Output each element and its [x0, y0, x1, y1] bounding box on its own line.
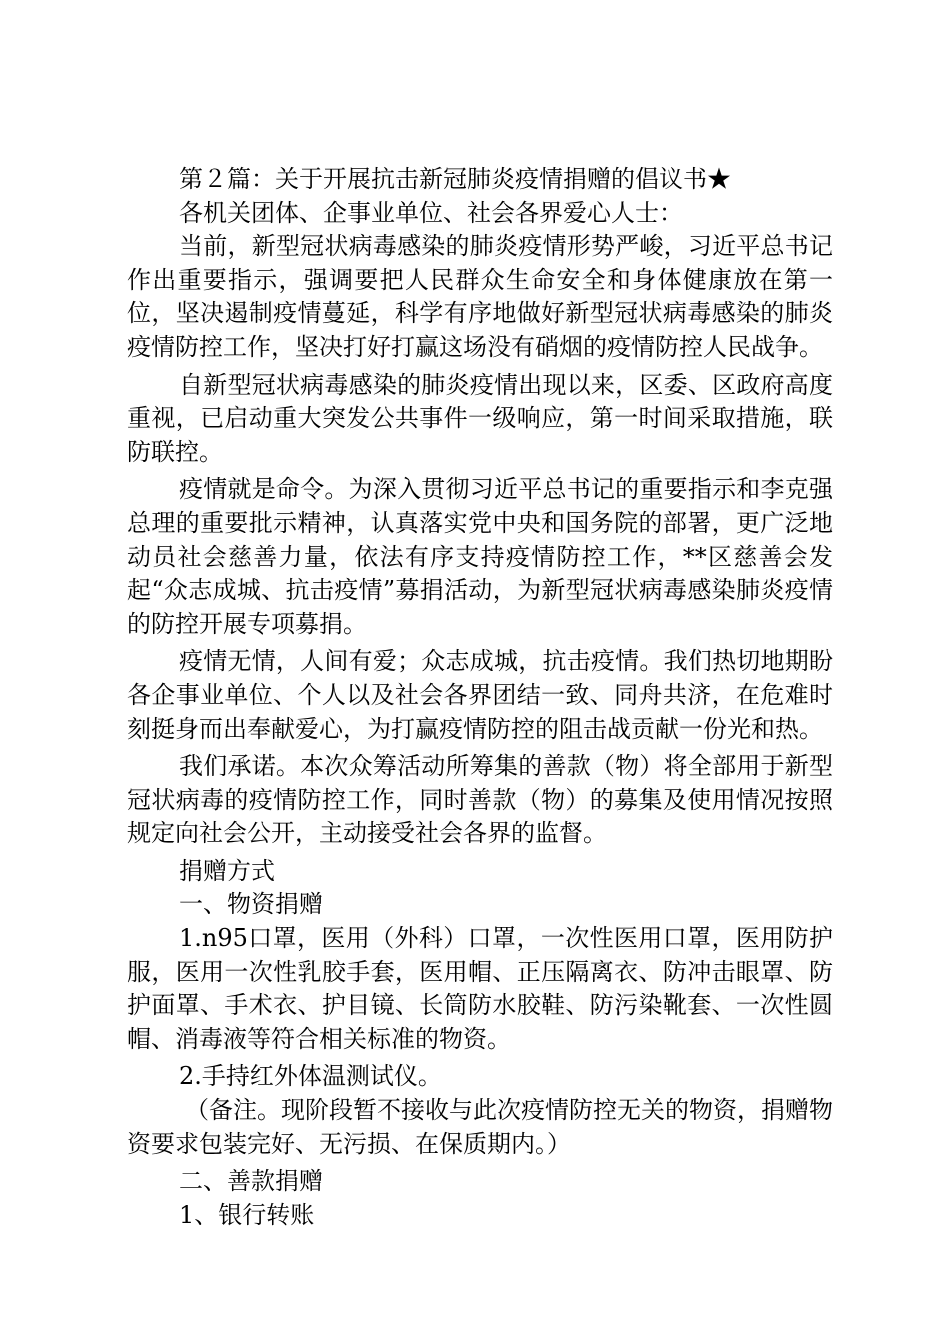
paragraph-initiative: 疫情就是命令。为深入贯彻习近平总书记的重要指示和李克强总理的重要批示精神，认真落实党中央和国务院的部署，更广泛地动员社会慈善力量，依法有序支持疫情防控工作，**区慈善会发起“众志成城、抗击疫情”募捐活动，为新型冠状病毒感染肺炎疫情的防控开展专项募捐。	[127, 475, 833, 638]
material-note: （备注。现阶段暂不接收与此次疫情防控无关的物资，捐赠物资要求包装完好、无污损、在保质期内。）	[127, 1096, 833, 1158]
material-item-1: 1.n95口罩，医用（外科）口罩，一次性医用口罩，医用防护服，医用一次性乳胶手套，医用帽、正压隔离衣、防冲击眼罩、防护面罩、手术衣、护目镜、长筒防水胶鞋、防污染靴套、一次性圆帽、消毒液等符合相关标准的物资。	[127, 924, 833, 1053]
salutation: 各机关团体、企事业单位、社会各界爱心人士：	[179, 198, 683, 227]
document-body	[127, 163, 833, 1232]
paragraph-appeal: 疫情无情，人间有爱；众志成城，抗击疫情。我们热切地期盼各企事业单位、个人以及社会各界团结一致、同舟共济，在危难时刻挺身而出奉献爱心，为打赢疫情防控的阻击战贡献一份光和热。	[127, 647, 833, 743]
paragraph-situation: 当前，新型冠状病毒感染的肺炎疫情形势严峻，习近平总书记作出重要指示，强调要把人民群众生命安全和身体健康放在第一位，坚决遏制疫情蔓延，科学有序地做好新型冠状病毒感染的肺炎疫情防控工作，坚决打好打赢这场没有硝烟的疫情防控人民战争。	[127, 232, 833, 361]
paragraph-promise: 我们承诺。本次众筹活动所筹集的善款（物）将全部用于新型冠状病毒的疫情防控工作，同时善款（物）的募集及使用情况按照规定向社会公开，主动接受社会各界的监督。	[127, 752, 833, 848]
document-title: 第２篇：关于开展抗击新冠肺炎疫情捐赠的倡议书★	[179, 165, 731, 193]
bank-transfer-item: 1、银行转账	[179, 1200, 315, 1229]
material-donation-heading: 一、物资捐赠	[179, 890, 323, 919]
material-item-2: 2.手持红外体温测试仪。	[179, 1062, 442, 1091]
paragraph-response: 自新型冠状病毒感染的肺炎疫情出现以来，区委、区政府高度重视，已启动重大突发公共事件一级响应，第一时间采取措施，联防联控。	[127, 370, 833, 466]
donation-methods-heading: 捐赠方式	[179, 856, 275, 885]
cash-donation-heading: 二、善款捐赠	[179, 1167, 323, 1196]
